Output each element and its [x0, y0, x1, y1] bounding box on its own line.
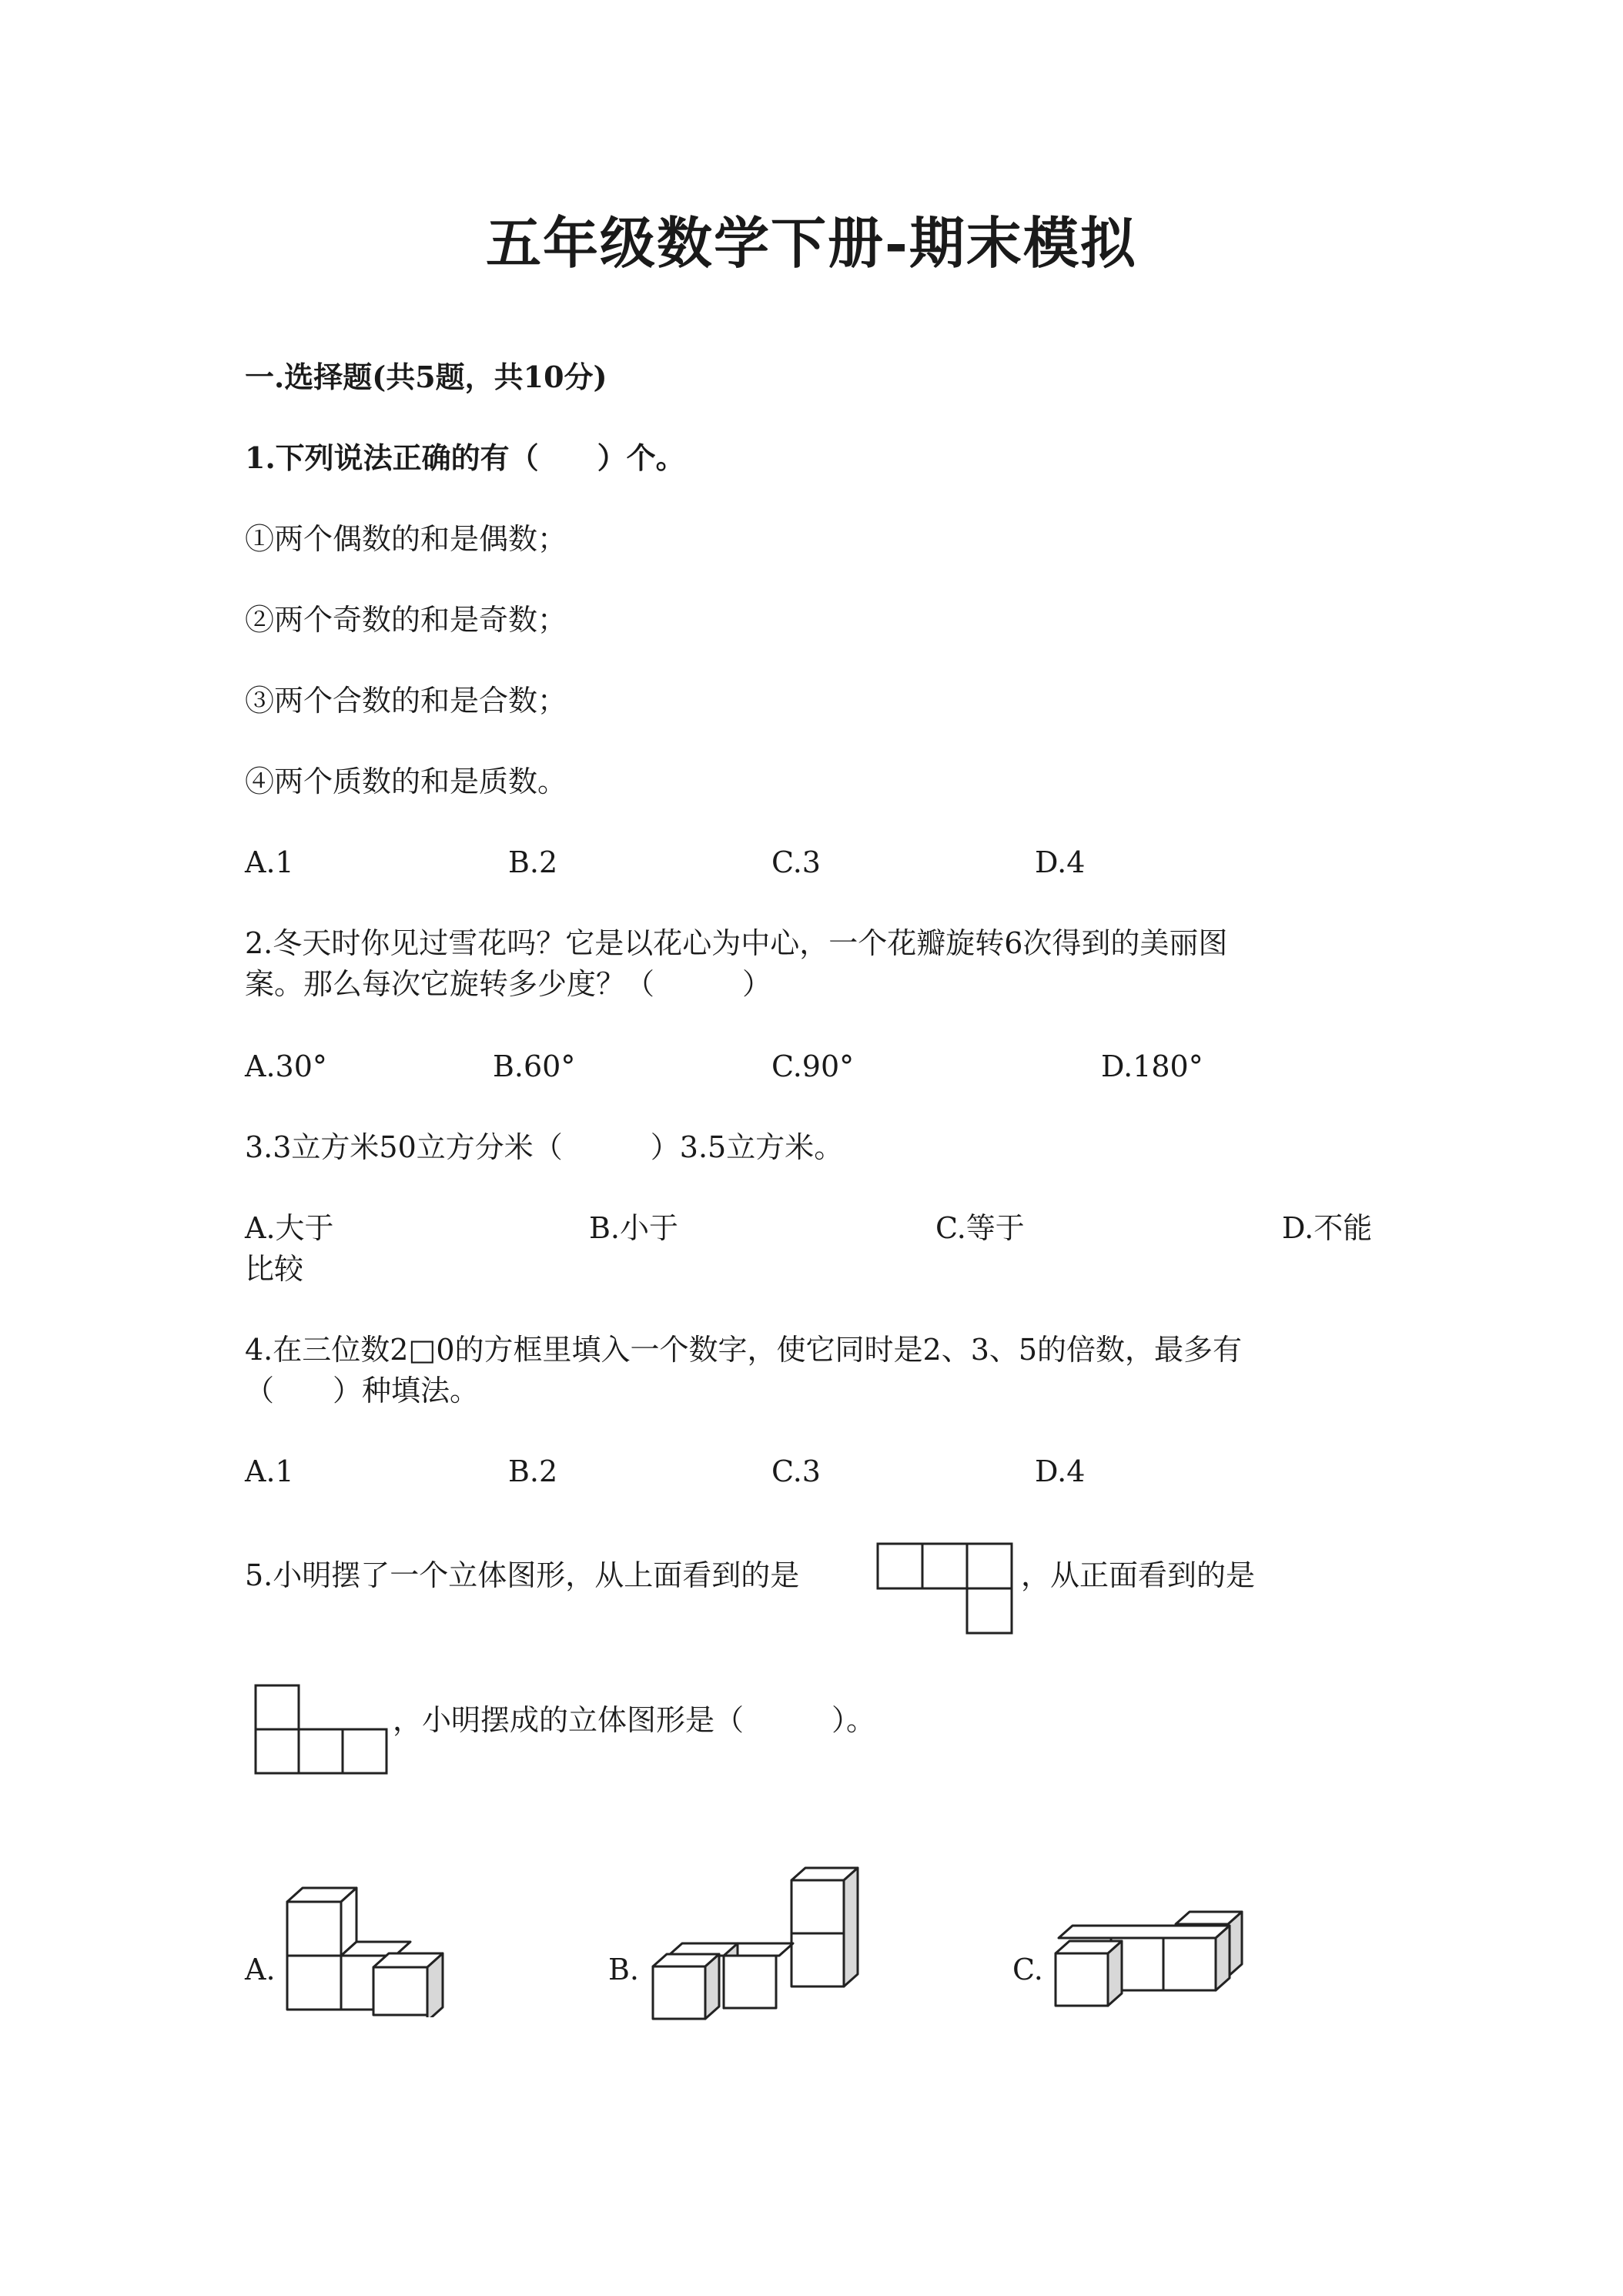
top-view-square: [878, 1544, 922, 1588]
front-view-square: [256, 1685, 299, 1729]
q3-option-d[interactable]: D.不能: [1282, 1211, 1373, 1245]
page-title: 五年级数学下册-期末模拟: [486, 210, 1137, 276]
top-view-square: [967, 1588, 1012, 1633]
front-view-square: [343, 1729, 387, 1773]
option-b-cube-figure: [647, 1863, 870, 2025]
cube-face: [1216, 1926, 1230, 1990]
front-view-square: [299, 1729, 343, 1773]
cube-face: [287, 1956, 341, 2010]
q5-stem-part-1: 5.小明摆了一个立体图形，从上面看到的是: [245, 1558, 800, 1592]
q3-option-b[interactable]: B.小于: [589, 1211, 679, 1245]
q1-option-c[interactable]: C.3: [771, 845, 821, 879]
q4-stem-line-1: 4.在三位数2□0的方框里填入一个数字，使它同时是2、3、5的倍数，最多有: [245, 1333, 1243, 1367]
cube-face: [373, 1967, 427, 2015]
q1-statement-3: ③两个合数的和是合数；: [245, 684, 567, 718]
top-view-figure: [876, 1542, 1015, 1635]
q5-option-c[interactable]: C.: [1012, 1953, 1043, 1986]
q5-stem-part-2: ，从正面看到的是: [1021, 1558, 1256, 1592]
cube-face: [1108, 1941, 1122, 2006]
q1-stem: [245, 437, 685, 480]
q2-option-b[interactable]: B.60°: [493, 1049, 576, 1083]
q2-stem-line-1: 2.冬天时你见过雪花吗？它是以花心为中心，一个花瓣旋转6次得到的美丽图: [245, 926, 1228, 960]
q5-option-b[interactable]: B.: [608, 1953, 640, 1986]
q3-option-a[interactable]: A.大于: [245, 1211, 334, 1245]
q3-option-d-wrap: 比较: [245, 1252, 304, 1286]
cube-face: [1059, 1926, 1230, 1938]
q3-option-c[interactable]: C.等于: [935, 1211, 1025, 1245]
q4-option-a[interactable]: A.1: [245, 1454, 294, 1488]
q4-option-d[interactable]: D.4: [1035, 1454, 1086, 1488]
q1-option-b[interactable]: B.2: [508, 845, 558, 879]
cube-face: [1056, 1953, 1108, 2006]
q4-option-b[interactable]: B.2: [508, 1454, 558, 1488]
cube-face: [705, 1954, 719, 2019]
q1-statement-2: ②两个奇数的和是奇数；: [245, 603, 567, 637]
q4-option-c[interactable]: C.3: [771, 1454, 821, 1488]
cube-face: [1163, 1938, 1216, 1990]
q3-stem: 3.3立方米50立方分米（ ）3.5立方米。: [245, 1130, 844, 1164]
cube-face: [724, 1956, 776, 2008]
cube-face: [844, 1868, 858, 1986]
q2-option-c[interactable]: C.90°: [771, 1049, 855, 1083]
q1-statement-4: ④两个质数的和是质数。: [245, 765, 567, 798]
section-heading: 一.选择题(共5题，共10分): [245, 360, 607, 394]
q5-stem-part-3: ，小明摆成的立体图形是（ ）。: [393, 1703, 876, 1737]
q5-option-a[interactable]: A.: [245, 1953, 276, 1986]
front-view-figure: [254, 1684, 389, 1775]
cube-face: [791, 1880, 844, 1933]
cube-face: [287, 1902, 341, 1956]
option-c-cube-figure: [1051, 1906, 1274, 2029]
q1-option-a[interactable]: A.1: [245, 845, 294, 879]
q2-stem-line-2: 案。那么每次它旋转多少度？（ ）: [245, 967, 772, 1001]
option-a-cube-figure: [283, 1879, 468, 2017]
cube-face: [791, 1933, 844, 1986]
q1-statement-1: ①两个偶数的和是偶数；: [245, 522, 567, 556]
q2-option-a[interactable]: A.30°: [245, 1049, 327, 1083]
top-view-square: [922, 1544, 967, 1588]
top-view-square: [967, 1544, 1012, 1588]
q4-stem-line-2: （ ）种填法。: [245, 1374, 480, 1407]
q1-stem-text: 1.下列说法正确的有（ ）个。: [245, 440, 685, 475]
cube-face: [653, 1966, 705, 2019]
front-view-square: [256, 1729, 299, 1773]
q2-option-d[interactable]: D.180°: [1101, 1049, 1203, 1083]
q1-option-d[interactable]: D.4: [1035, 845, 1086, 879]
